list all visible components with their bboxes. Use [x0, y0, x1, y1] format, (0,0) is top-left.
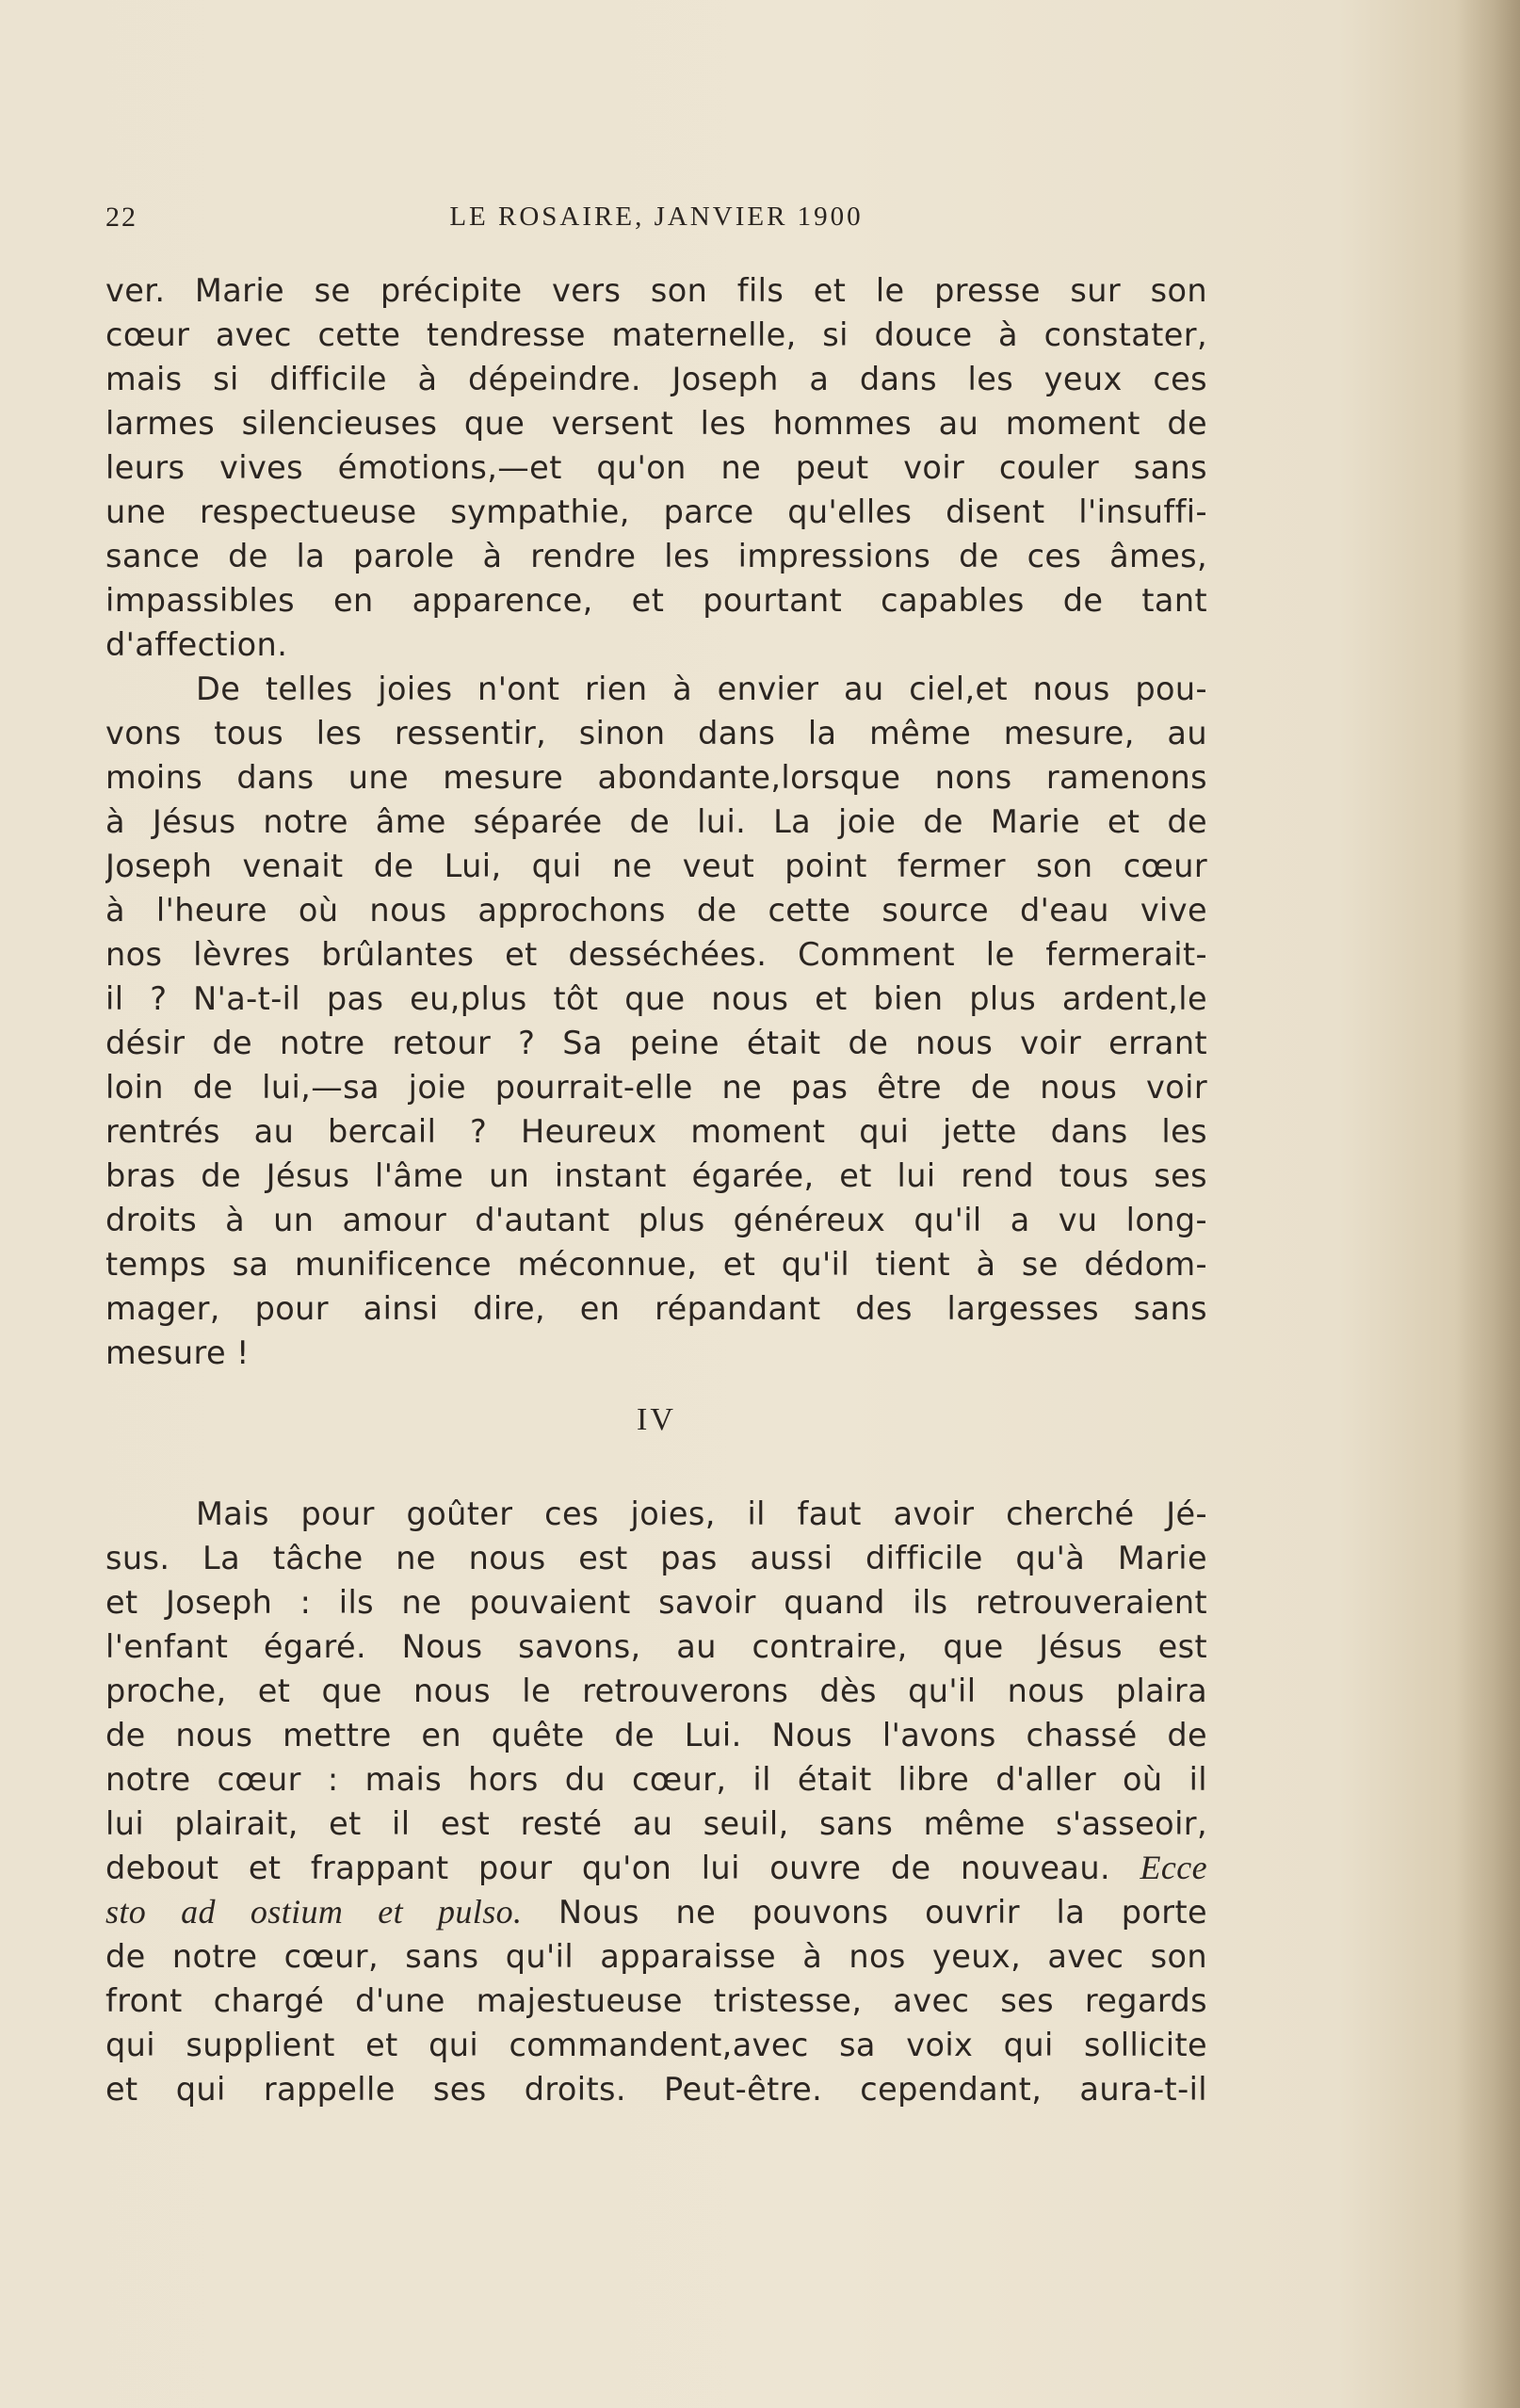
text-line: rentrés au bercail ? Heureux moment qui jette dans les: [105, 1113, 1207, 1150]
text-line: [105, 1846, 1207, 1890]
text-line: et qui rappelle ses droits. Peut-être. cependant, aura-t-il: [105, 2071, 1207, 2108]
text-line: nos lèvres brûlantes et desséchées. Comment le fermerait-: [105, 936, 1207, 973]
section-number: IV: [637, 1402, 676, 1437]
page-spine-shadow: [1454, 0, 1520, 2408]
text-line: mager, pour ainsi dire, en répandant des largesses sans: [105, 1290, 1207, 1327]
text-line: mesure !: [105, 1334, 250, 1371]
text-line: de nous mettre en quête de Lui. Nous l'avons chassé de: [105, 1717, 1207, 1753]
text-line: sus. La tâche ne nous est pas aussi difficile qu'à Marie: [105, 1540, 1207, 1576]
text-run: debout et frappant pour qu'on lui ouvre de nouveau.: [105, 1850, 1140, 1886]
text-line: vons tous les ressentir, sinon dans la même mesure, au: [105, 715, 1207, 751]
text-line: leurs vives émotions,—et qu'on ne peut voir couler sans: [105, 449, 1207, 486]
text-line: ver. Marie se précipite vers son fils et le presse sur son: [105, 272, 1207, 309]
latin-quotation: sto ad ostium et pulso.: [105, 1893, 523, 1931]
text-line: moins dans une mesure abondante,lorsque nons ramenons: [105, 759, 1207, 796]
text-line: à Jésus notre âme séparée de lui. La joie de Marie et de: [105, 803, 1207, 840]
text-line: loin de lui,—sa joie pourrait-elle ne pas être de nous voir: [105, 1069, 1207, 1106]
text-line: impassibles en apparence, et pourtant capables de tant: [105, 582, 1207, 619]
text-line: d'affection.: [105, 626, 288, 663]
text-line: une respectueuse sympathie, parce qu'elles disent l'insuffi-: [105, 493, 1207, 530]
text-line: larmes silencieuses que versent les hommes au moment de: [105, 405, 1207, 442]
text-line: bras de Jésus l'âme un instant égarée, et lui rend tous ses: [105, 1157, 1207, 1194]
text-line: et Joseph : ils ne pouvaient savoir quand ils retrouveraient: [105, 1584, 1207, 1621]
text-line: de notre cœur, sans qu'il apparaisse à nos yeux, avec son: [105, 1938, 1207, 1975]
text-line: cœur avec cette tendresse maternelle, si douce à constater,: [105, 316, 1207, 353]
text-line: temps sa munificence méconnue, et qu'il tient à se dédom-: [105, 1246, 1207, 1283]
text-run: Nous ne pouvons ouvrir la porte: [522, 1894, 1207, 1931]
text-line: [105, 1890, 1207, 1934]
text-line: De telles joies n'ont rien à envier au ciel,et nous pou-: [196, 671, 1207, 707]
text-line: notre cœur : mais hors du cœur, il était libre d'aller où il: [105, 1761, 1207, 1798]
text-line: à l'heure où nous approchons de cette source d'eau vive: [105, 892, 1207, 929]
text-line: Mais pour goûter ces joies, il faut avoir cherché Jé-: [196, 1495, 1207, 1532]
text-line: l'enfant égaré. Nous savons, au contraire, que Jésus est: [105, 1628, 1207, 1665]
text-line: qui supplient et qui commandent,avec sa voix qui sollicite: [105, 2027, 1207, 2063]
text-line: front chargé d'une majestueuse tristesse, avec ses regards: [105, 1982, 1207, 2019]
body-text: [105, 268, 1207, 2111]
text-line: sance de la parole à rendre les impressions de ces âmes,: [105, 538, 1207, 574]
text-line: mais si difficile à dépeindre. Joseph a dans les yeux ces: [105, 361, 1207, 397]
text-line: Joseph venait de Lui, qui ne veut point fermer son cœur: [105, 848, 1207, 884]
running-head: [105, 202, 1207, 239]
page-number: 22: [105, 202, 137, 233]
text-line: il ? N'a-t-il pas eu,plus tôt que nous et bien plus ardent,le: [105, 980, 1207, 1017]
running-title: LE ROSAIRE, JANVIER 1900: [449, 202, 864, 232]
latin-quotation: Ecce: [1140, 1849, 1207, 1886]
text-line: proche, et que nous le retrouverons dès qu'il nous plaira: [105, 1673, 1207, 1709]
text-line: droits à un amour d'autant plus généreux qu'il a vu long-: [105, 1202, 1207, 1238]
text-line: lui plairait, et il est resté au seuil, sans même s'asseoir,: [105, 1805, 1207, 1842]
text-line: désir de notre retour ? Sa peine était de nous voir errant: [105, 1025, 1207, 1061]
